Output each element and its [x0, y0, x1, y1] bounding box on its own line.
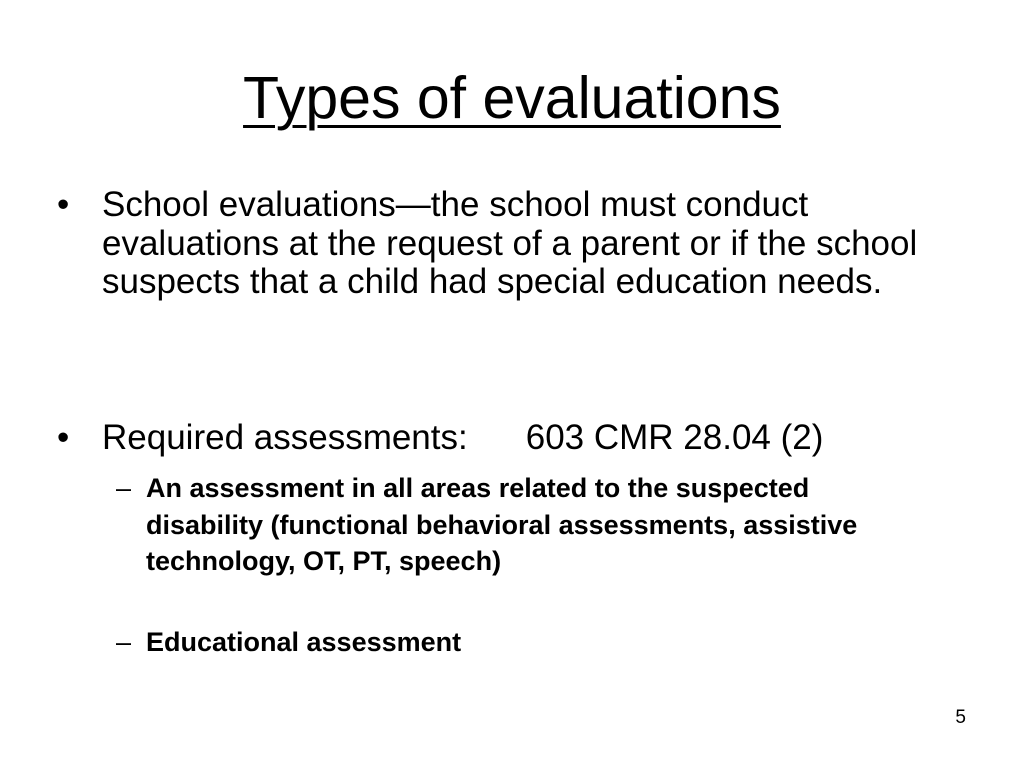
bullet-text-main: Required assessments:: [102, 418, 468, 457]
regulation-reference: 603 CMR 28.04 (2): [525, 418, 824, 457]
sub-bullet-item-educational-assessment: [116, 624, 876, 661]
sub-bullet-text: Educational assessment: [146, 627, 462, 657]
page-number: 5: [955, 707, 966, 728]
sub-bullet-marker: –: [116, 473, 132, 503]
bullet-text: [102, 419, 957, 458]
sub-bullet-item-all-areas: [116, 470, 876, 580]
sub-bullet-text: An assessment in all areas related to the suspected disability (functional behavioral assessments, assistive technology, OT, PT, speech): [146, 473, 858, 576]
slide-title: Types of evaluations: [243, 65, 781, 131]
bullet-item-required-assessments: [57, 419, 957, 458]
bullet-item-school-evaluations: [57, 186, 927, 302]
bullet-marker: •: [57, 185, 70, 224]
sub-bullet-marker: –: [116, 627, 132, 657]
bullet-marker: •: [57, 418, 70, 457]
bullet-text: School evaluations—the school must conduct evaluations at the request of a parent or if the school suspects that a child had special education needs.: [102, 185, 918, 301]
